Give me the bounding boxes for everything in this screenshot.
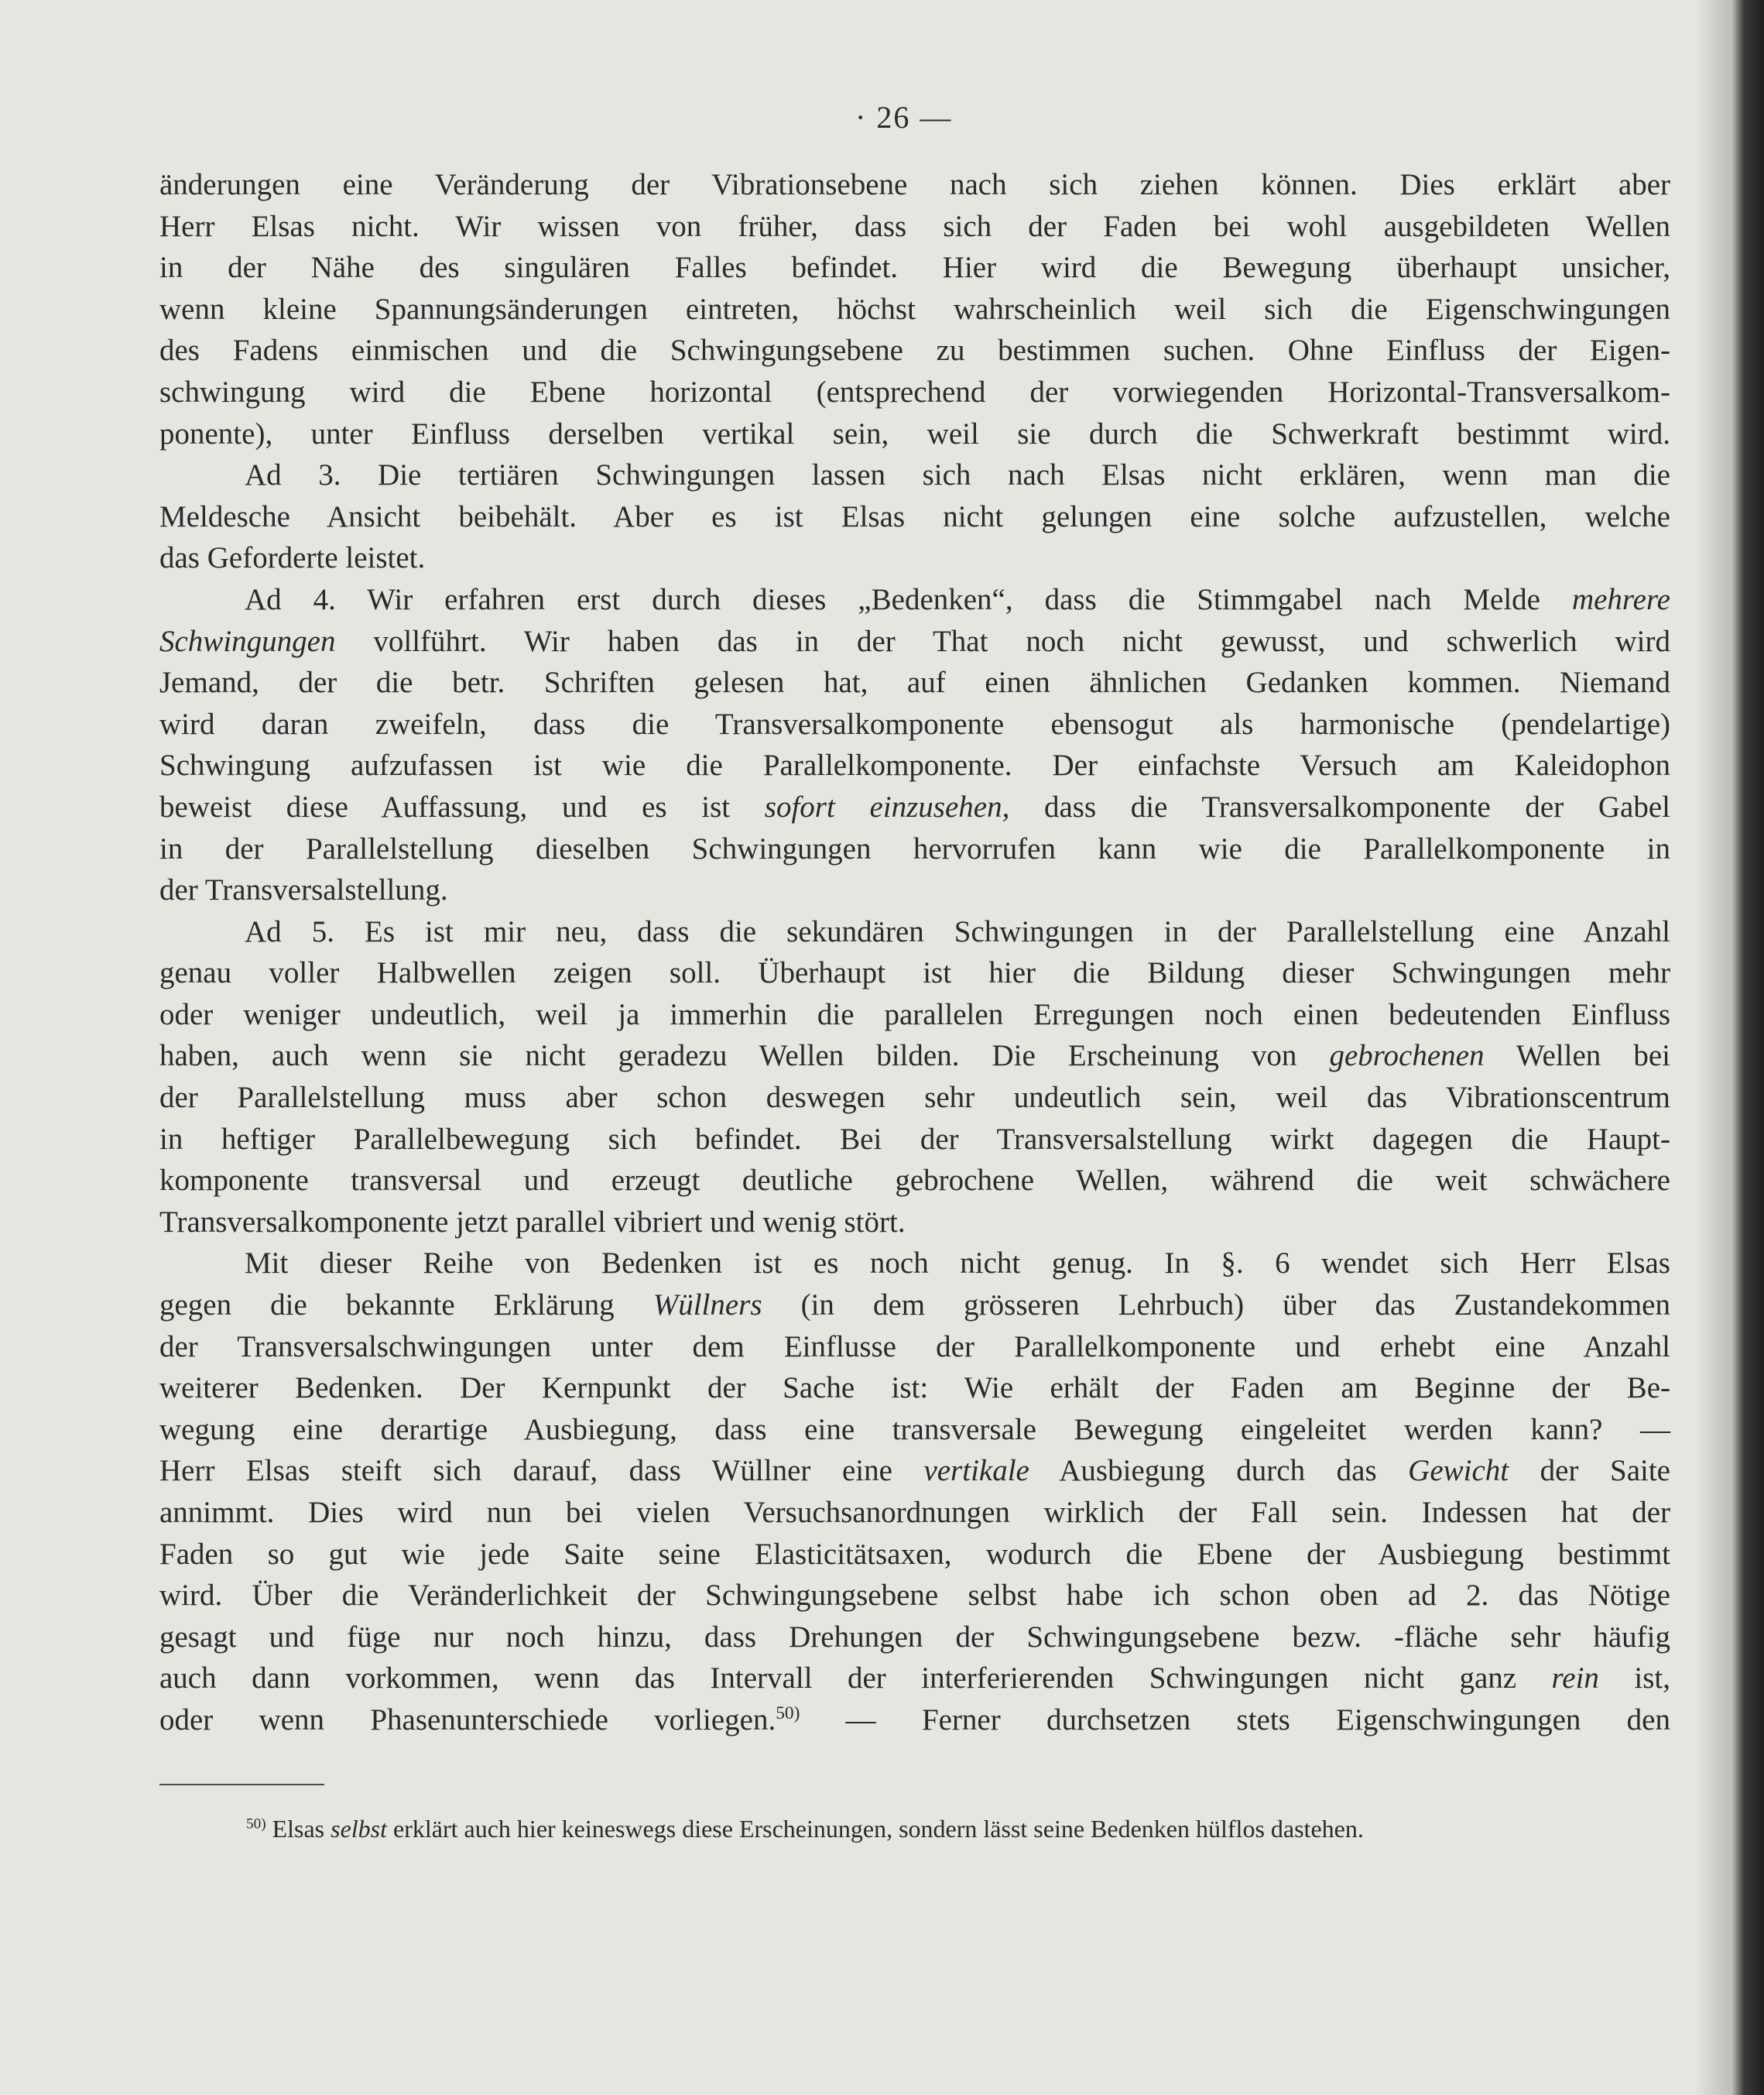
text-line: wird daran zweifeln, dass die Transversalkomponente ebensogut als harmonische (pendelartige): [159, 707, 1670, 741]
text-line: der Transversalstellung.: [159, 873, 448, 907]
italic-text: Gewicht: [1408, 1454, 1509, 1488]
text-line: wird. Über die Veränderlichkeit der Schwingungsebene selbst habe ich schon oben ad 2. das Nötige: [159, 1579, 1670, 1613]
text-line: schwingung wird die Ebene horizontal (entsprechend der vorwiegenden Horizontal-Transversalkom-: [159, 375, 1670, 409]
text-line: der Transversalschwingungen unter dem Einflusse der Parallelkomponente und erhebt eine Anzahl: [159, 1329, 1670, 1363]
text-line: gegen die bekannte Erklärung Wüllners (in dem grösseren Lehrbuch) über das Zustandekommen: [159, 1288, 1670, 1322]
body-text: [159, 164, 1670, 1741]
text-line: Herr Elsas nicht. Wir wissen von früher, dass sich der Faden bei wohl ausgebildeten Wellen: [159, 209, 1670, 243]
text-line: auch dann vorkommen, wenn das Intervall der interferierenden Schwingungen nicht ganz rein ist,: [159, 1661, 1670, 1696]
italic-text: vertikale: [923, 1454, 1029, 1488]
binding-shadow: [1695, 0, 1731, 2095]
text-line: haben, auch wenn sie nicht geradezu Wellen bilden. Die Erscheinung von gebrochenen Wellen bei: [159, 1039, 1670, 1073]
text-line: annimmt. Dies wird nun bei vielen Versuchsanordnungen wirklich der Fall sein. Indessen hat der: [159, 1496, 1670, 1529]
italic-text: gebrochenen: [1329, 1039, 1485, 1073]
book-spine: [1731, 0, 1764, 2095]
text-line: Jemand, der die betr. Schriften gelesen hat, auf einen ähnlichen Gedanken kommen. Niemand: [159, 666, 1670, 700]
text-line: in heftiger Parallelbewegung sich befindet. Bei der Transversalstellung wirkt dagegen die Haupt-: [159, 1122, 1670, 1156]
text-line: Faden so gut wie jede Saite seine Elasticitätsaxen, wodurch die Ebene der Ausbiegung bestimmt: [159, 1537, 1670, 1571]
footnote-marker: 50): [246, 1816, 266, 1833]
text-line: Ad 3. Die tertiären Schwingungen lassen sich nach Elsas nicht erklären, wenn man die: [245, 458, 1670, 492]
text-line: oder wenn Phasenunterschiede vorliegen.$^{50)}$ — Ferner durchsetzen stets Eigenschwingungen den: [159, 1702, 1670, 1737]
text-line: Transversalkomponente jetzt parallel vibriert und wenig stört.: [159, 1205, 906, 1239]
text-line: Ad 4. Wir erfahren erst durch dieses „Bedenken“, dass die Stimmgabel nach Melde mehrere: [245, 582, 1670, 616]
text-line: Ad 5. Es ist mir neu, dass die sekundären Schwingungen in der Parallelstellung eine Anzahl: [245, 914, 1670, 948]
footnote-reference: 50): [776, 1702, 800, 1723]
text-line: beweist diese Auffassung, und es ist sofort einzusehen, dass die Transversalkomponente der Gabel: [159, 790, 1670, 824]
text-line: weiterer Bedenken. Der Kernpunkt der Sache ist: Wie erhält der Faden am Beginne der Be-: [159, 1371, 1670, 1405]
text-line: des Fadens einmischen und die Schwingungsebene zu bestimmen suchen. Ohne Einfluss der Eigen-: [159, 334, 1670, 368]
italic-text: sofort einzusehen,: [764, 790, 1010, 824]
text-line: genau voller Halbwellen zeigen soll. Überhaupt ist hier die Bildung dieser Schwingungen mehr: [159, 956, 1670, 990]
footnote: $^{50)}$ Elsas selbst erklärt auch hier keineswegs diese Erscheinungen, sondern lässt seine Bedenken hülflos dastehen.: [246, 1815, 1364, 1843]
text-line: oder weniger undeutlich, weil ja immerhin die parallelen Erregungen noch einen bedeutenden Einfluss: [159, 997, 1670, 1031]
text-line: Schwingung aufzufassen ist wie die Parallelkomponente. Der einfachste Versuch am Kaleidophon: [159, 749, 1670, 783]
text-line: Mit dieser Reihe von Bedenken ist es noch nicht genug. In §. 6 wendet sich Herr Elsas: [245, 1246, 1670, 1281]
text-line: änderungen eine Veränderung der Vibrationsebene nach sich ziehen können. Dies erklärt aber: [159, 168, 1670, 201]
italic-text: selbst: [331, 1815, 388, 1843]
italic-text: rein: [1551, 1661, 1599, 1696]
text-line: ponente), unter Einfluss derselben vertikal sein, weil sie durch die Schwerkraft bestimmt wird.: [159, 417, 1670, 451]
page-number: · 26 —: [855, 100, 953, 135]
text-line: wegung eine derartige Ausbiegung, dass eine transversale Bewegung eingeleitet werden kann? —: [159, 1412, 1670, 1446]
text-line: wenn kleine Spannungsänderungen eintreten, höchst wahrscheinlich weil sich die Eigenschwingungen: [159, 292, 1670, 326]
text-line: gesagt und füge nur noch hinzu, dass Drehungen der Schwingungsebene bezw. -fläche sehr häufig: [159, 1620, 1670, 1654]
text-line: in der Parallelstellung dieselben Schwingungen hervorrufen kann wie die Parallelkomponente in: [159, 831, 1670, 866]
text-line: Schwingungen vollführt. Wir haben das in der That noch nicht gewusst, und schwerlich wird: [159, 624, 1670, 658]
italic-text: Schwingungen: [159, 624, 336, 658]
italic-text: Wüllners: [653, 1288, 762, 1322]
footnote-divider: [159, 1784, 324, 1785]
text-line: Herr Elsas steift sich darauf, dass Wüllner eine vertikale Ausbiegung durch das Gewicht der Saite: [159, 1454, 1670, 1488]
italic-text: mehrere: [1571, 582, 1670, 616]
text-line: Meldesche Ansicht beibehält. Aber es ist Elsas nicht gelungen eine solche aufzustellen, welche: [159, 499, 1670, 533]
text-line: komponente transversal und erzeugt deutliche gebrochene Wellen, während die weit schwächere: [159, 1164, 1670, 1198]
text-line: in der Nähe des singulären Falles befindet. Hier wird die Bewegung überhaupt unsicher,: [159, 251, 1670, 285]
text-line: das Geforderte leistet.: [159, 541, 426, 575]
text-line: der Parallelstellung muss aber schon deswegen sehr undeutlich sein, weil das Vibrationscentrum: [159, 1081, 1670, 1115]
